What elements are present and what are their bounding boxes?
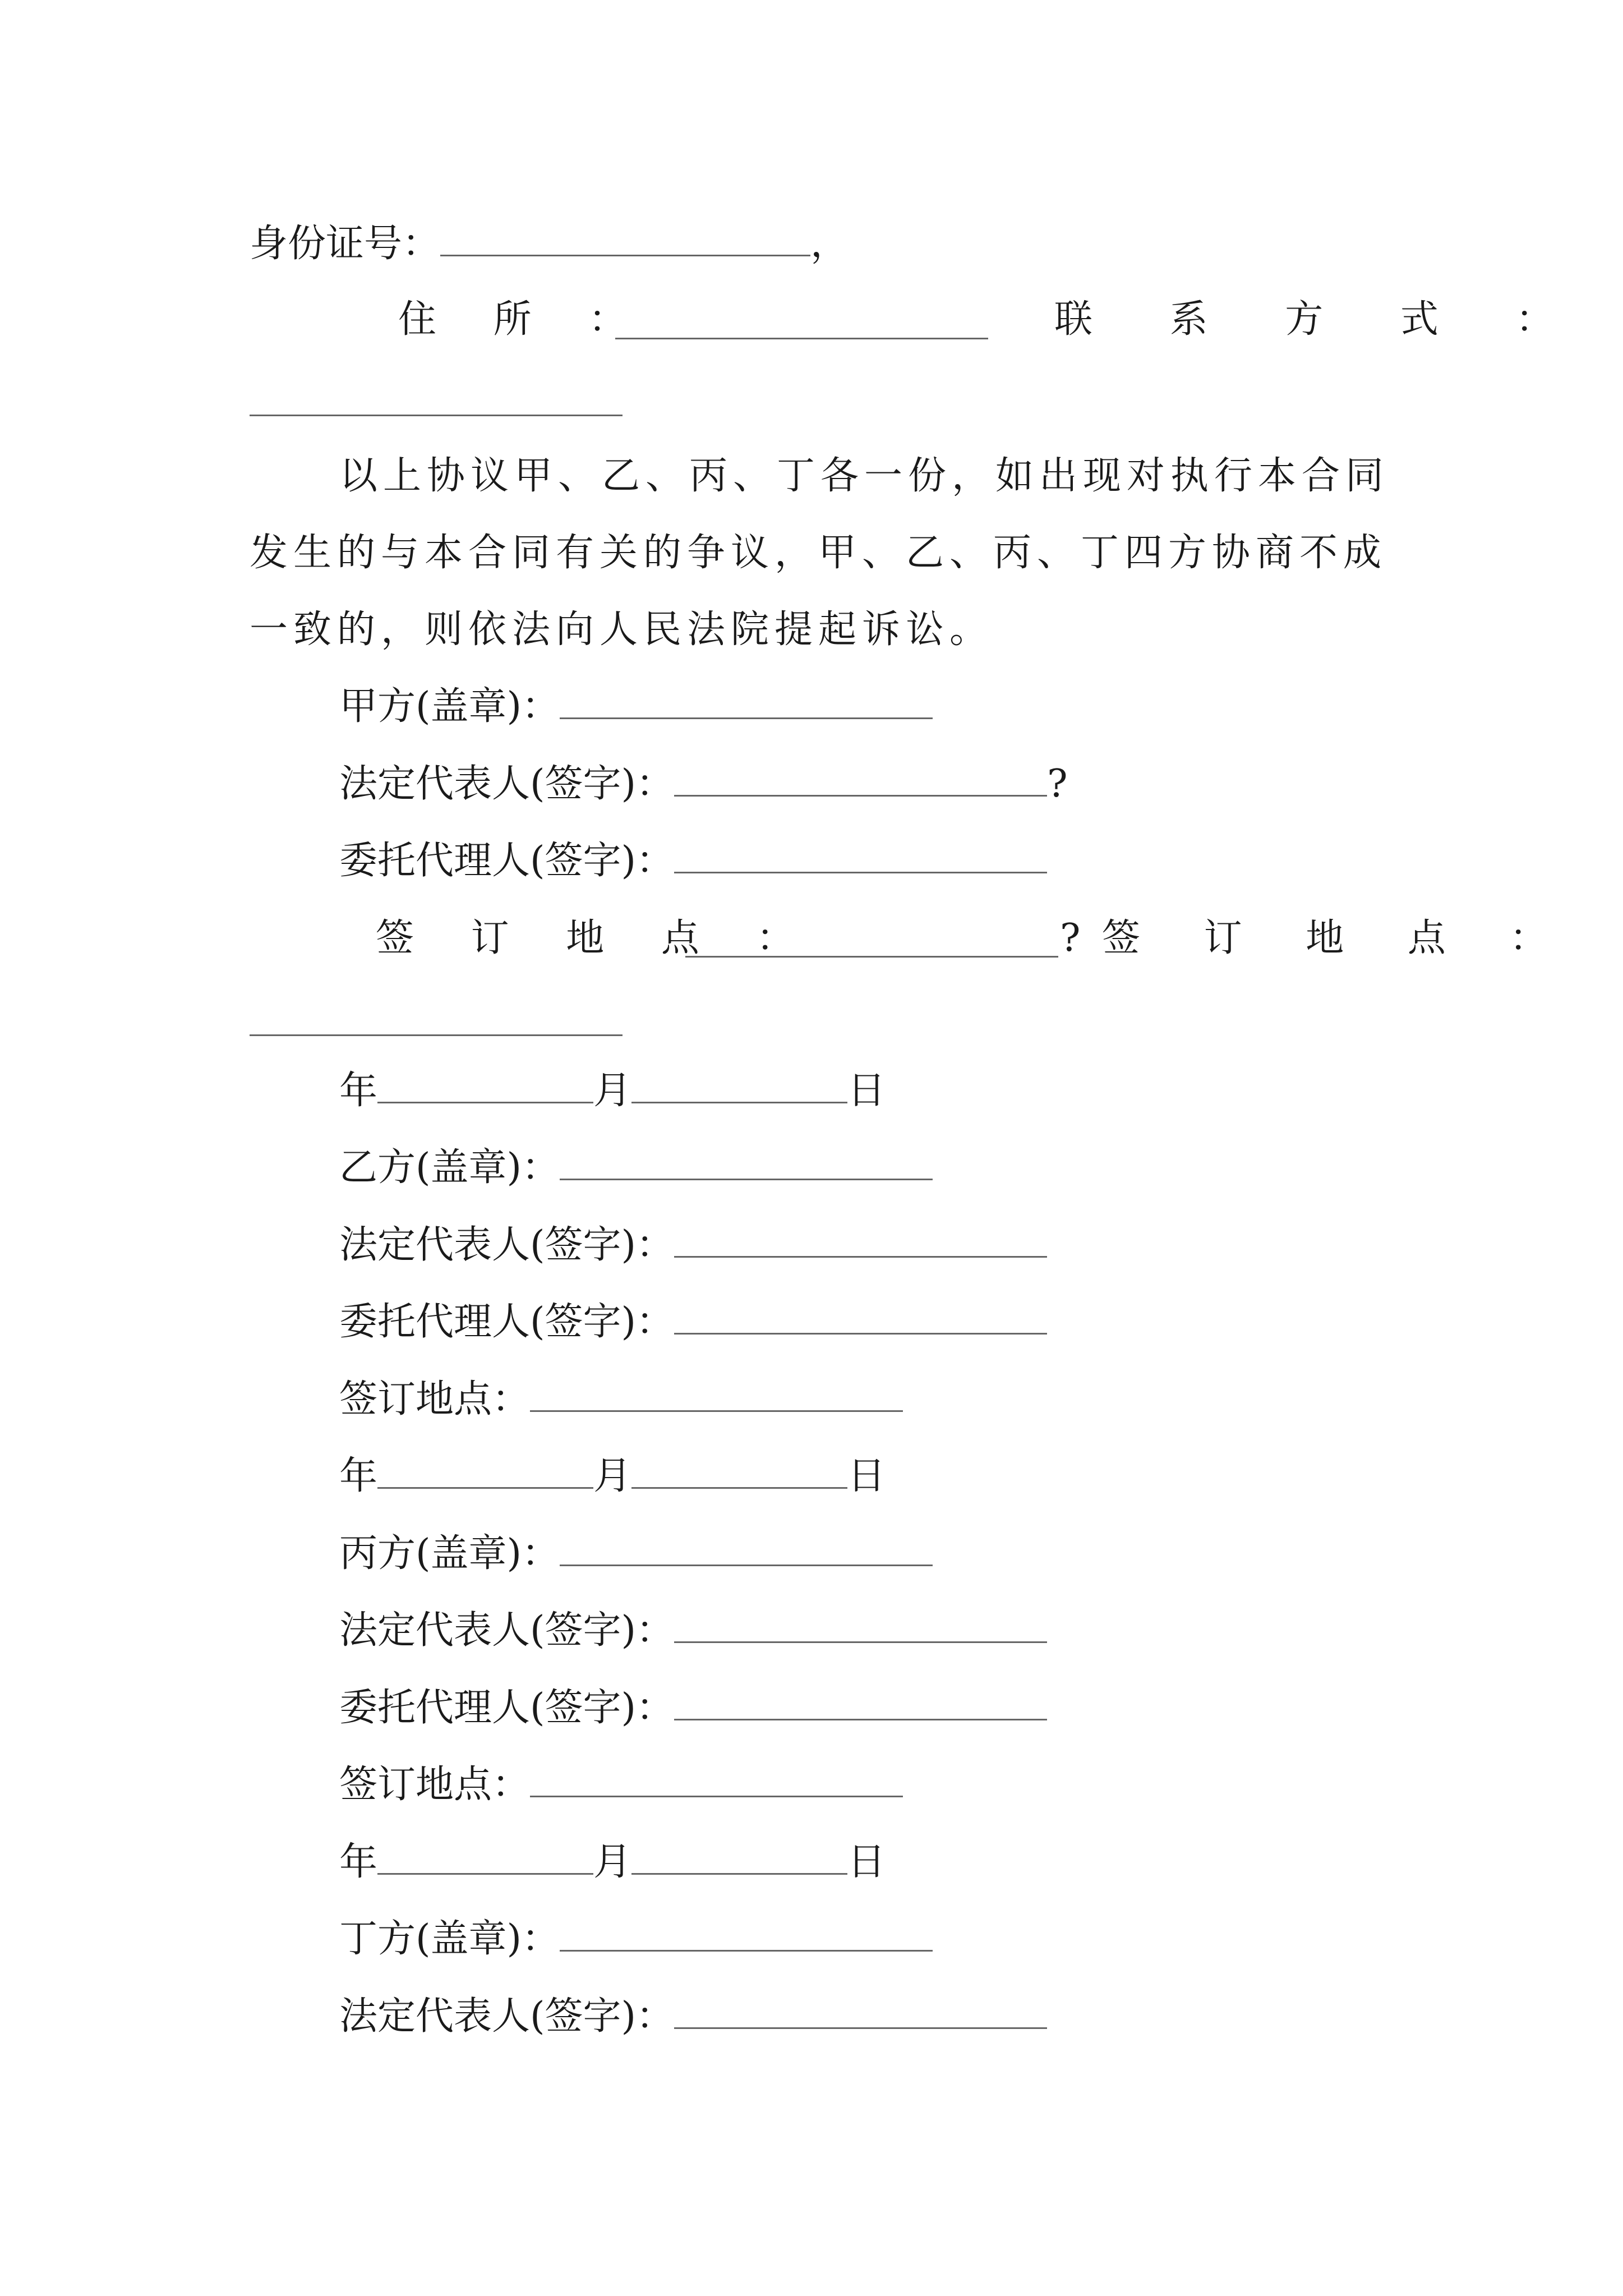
party-b-seal-line	[339, 1145, 933, 1190]
party-d-seal-field[interactable]	[560, 1920, 933, 1952]
party-a-place-sep: ?	[1060, 916, 1081, 960]
date-b-year: 年	[339, 1454, 378, 1498]
contact-label: 联 系 方 式 ：	[1054, 297, 1587, 342]
party-a-seal-field[interactable]	[560, 687, 933, 719]
date-a-year: 年	[339, 1069, 378, 1113]
party-a-place-label-2: 签 订 地 点 ：	[1102, 916, 1574, 960]
date-c-year: 年	[339, 1840, 378, 1884]
date-c-day-field[interactable]	[631, 1843, 847, 1875]
party-c-place-field[interactable]	[530, 1765, 903, 1797]
date-b-day-field[interactable]	[631, 1457, 847, 1489]
party-c-agent-label: 委托代理人(签字)：	[339, 1686, 675, 1730]
date-c-month-field[interactable]	[377, 1843, 593, 1875]
party-a-agent-field[interactable]	[674, 841, 1047, 873]
date-a-line	[339, 1069, 886, 1114]
party-d-rep-label: 法定代表人(签字)：	[339, 1994, 675, 2039]
date-a-day-field[interactable]	[631, 1071, 847, 1103]
party-a-place-label: 签 订 地 点 ：	[376, 916, 817, 960]
party-a-rep-label: 法定代表人(签字)：	[339, 762, 675, 806]
date-c-day: 日	[847, 1840, 886, 1884]
party-b-place-label: 签订地点：	[339, 1377, 531, 1421]
dispute-clause-paragraph: 以上协议甲、乙、丙、丁各一份，如出现对执行本合同发生的与本合同有关的争议，甲、乙、丙、丁四方协商不成一致的，则依法向人民法院提起诉讼。	[250, 454, 1390, 652]
party-a-place-field-2[interactable]	[250, 1004, 623, 1036]
party-c-place-line	[339, 1763, 903, 1807]
party-c-seal-label: 丙方(盖章)：	[339, 1531, 560, 1576]
party-b-agent-label: 委托代理人(签字)：	[339, 1300, 675, 1344]
date-a-month: 月	[593, 1069, 632, 1113]
party-b-rep-line	[339, 1223, 1047, 1268]
party-b-place-line	[339, 1377, 903, 1422]
party-a-agent-label: 委托代理人(签字)：	[339, 839, 675, 883]
date-b-day: 日	[847, 1454, 886, 1498]
party-c-place-label: 签订地点：	[339, 1763, 531, 1807]
id-number-line	[250, 222, 849, 266]
party-d-seal-line	[339, 1917, 933, 1962]
contact-field[interactable]	[250, 384, 623, 416]
address-label: 住 所 ：	[398, 297, 649, 342]
party-a-seal-line	[339, 684, 933, 729]
party-c-rep-line	[339, 1608, 1047, 1653]
party-b-place-field[interactable]	[530, 1380, 903, 1412]
date-c-month: 月	[593, 1840, 632, 1884]
date-a-month-field[interactable]	[377, 1071, 593, 1103]
party-c-seal-line	[339, 1531, 933, 1576]
party-c-rep-field[interactable]	[674, 1611, 1047, 1643]
party-b-agent-line	[339, 1300, 1047, 1345]
party-b-agent-field[interactable]	[674, 1303, 1047, 1335]
date-a-day: 日	[847, 1069, 886, 1113]
date-b-line	[339, 1454, 886, 1499]
party-a-rep-line	[339, 762, 1068, 807]
party-c-agent-line	[339, 1686, 1047, 1731]
party-a-rep-field[interactable]	[674, 765, 1047, 797]
party-d-rep-field[interactable]	[674, 1997, 1047, 2029]
party-c-rep-label: 法定代表人(签字)：	[339, 1608, 675, 1653]
date-b-month: 月	[593, 1454, 632, 1498]
party-c-agent-field[interactable]	[674, 1688, 1047, 1720]
party-b-rep-label: 法定代表人(签字)：	[339, 1223, 675, 1267]
party-d-rep-line	[339, 1994, 1047, 2039]
id-number-suffix: ，	[810, 222, 849, 266]
party-b-rep-field[interactable]	[674, 1226, 1047, 1258]
party-b-seal-label: 乙方(盖章)：	[339, 1145, 560, 1190]
id-number-label: 身份证号：	[250, 222, 441, 266]
party-a-place-field[interactable]	[685, 926, 1058, 958]
party-a-rep-suffix: ?	[1047, 762, 1068, 806]
party-b-seal-field[interactable]	[560, 1148, 933, 1180]
address-field[interactable]	[615, 307, 988, 339]
id-number-field[interactable]	[440, 224, 810, 256]
party-a-agent-line	[339, 839, 1047, 884]
date-b-month-field[interactable]	[377, 1457, 593, 1489]
party-c-seal-field[interactable]	[560, 1534, 933, 1566]
party-a-seal-label: 甲方(盖章)：	[339, 684, 560, 729]
date-c-line	[339, 1840, 886, 1885]
party-d-seal-label: 丁方(盖章)：	[339, 1917, 560, 1961]
